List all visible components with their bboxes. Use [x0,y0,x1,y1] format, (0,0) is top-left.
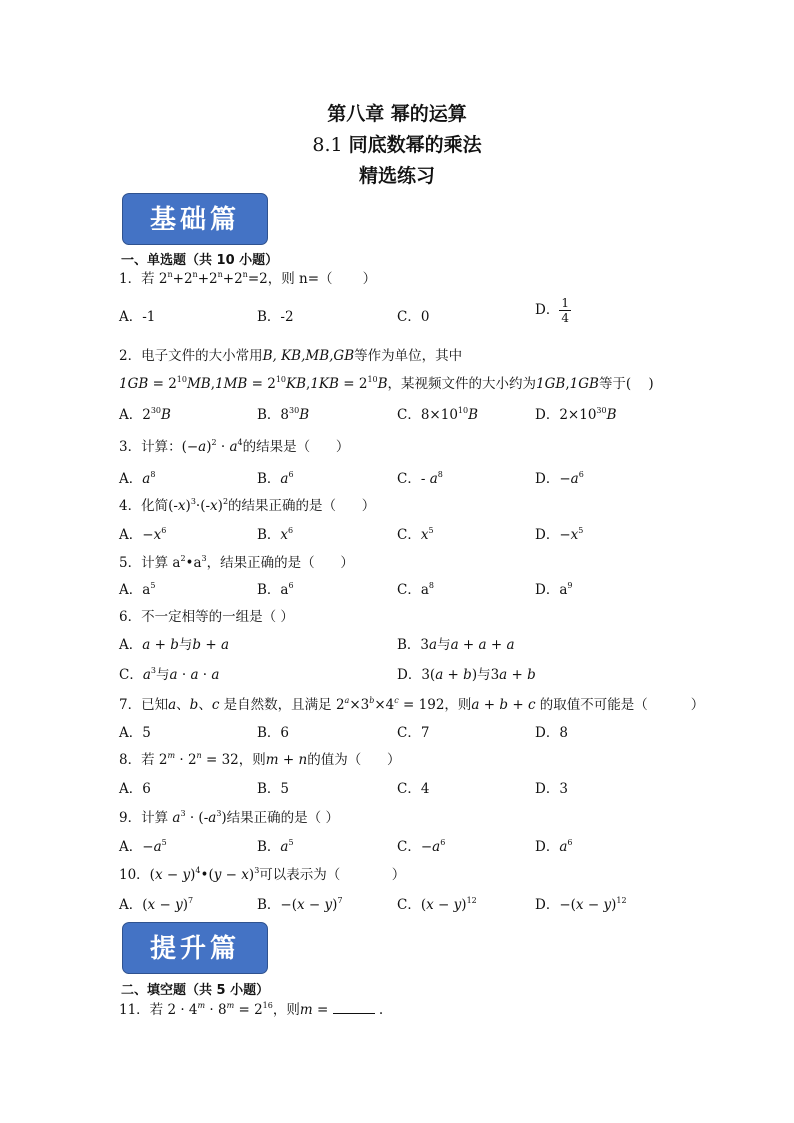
question-1: 1．若 $2^n+2^n+2^n+2^n=2$，则 n=（ ） [119,270,377,287]
q6-option-d: D．3(a + b)与3a + b [397,667,536,683]
question-10: 10．$(x - y)^4•(y - x)^3$可以表示为（ ） [119,866,406,883]
q3-option-d: D．$-a^6$ [535,470,584,487]
q10-option-d: D．$-(x - y)^{12}$ [535,896,627,913]
q1-option-c: C．0 [397,309,430,325]
q8-option-d: D．3 [535,781,568,797]
q2-option-b: B．$8^{30}B$ [257,406,310,423]
q8-option-b: B．5 [257,781,290,797]
q2-option-d: D．$2\times 10^{30}B$ [535,406,617,423]
q4-option-c: C．$x^5$ [397,526,434,543]
q3-option-a: A．$a^8$ [119,470,156,487]
q5-option-d: D．$a^9$ [535,581,573,598]
question-7: 7．已知a、b、c 是自然数，且满足 $2^a\times 3^b\times 4^c = 192$，则a + b + c 的取值不可能是（ ） [119,696,705,713]
q2-option-a: A．$2^{30}B$ [119,406,171,423]
question-2-line2: $1GB = 2^{10}MB,1MB = 2^{10}KB,1KB = 2^{10}B$，某视频文件的大小约为1GB,1GB等于( ) [119,375,654,392]
section-title: 8.1 同底数幂的乘法 [312,134,482,156]
fill-blank-heading: 二、填空题（共 5 小题） [121,983,270,998]
q5-option-a: A．$a^5$ [119,581,156,598]
question-3: 3．计算：$(-a)^2 \cdot a^4$的结果是（ ） [119,438,350,455]
q4-option-a: A．$-x^6$ [119,526,167,543]
question-5: 5．计算 $a^2•a^3$，结果正确的是（ ） [119,554,354,571]
q5-option-b: B．$a^6$ [257,581,294,598]
question-9: 9．计算 $a^3 \cdot (-a^3)$结果正确的是（ ） [119,809,339,826]
question-4: 4．化简$(-x)^3\cdot(-x)^2$的结果正确的是（ ） [119,497,376,514]
basic-level-badge: 基础篇 [122,193,268,245]
question-2-line1: 2．电子文件的大小常用B, KB,MB,GB等作为单位，其中 [119,348,463,364]
q10-option-a: A．$(x - y)^7$ [119,896,194,913]
q2-option-c: C．$8\times 10^{10}B$ [397,406,479,423]
q1-option-d: D． $\frac{1}{4}$ [535,296,569,325]
q7-option-b: B．6 [257,725,290,741]
q4-option-b: B．$x^6$ [257,526,294,543]
q1-option-b: B．-2 [257,309,294,325]
q9-option-d: D．$a^6$ [535,838,573,855]
q9-option-a: A．$-a^5$ [119,838,167,855]
chapter-title: 第八章 幂的运算 [327,103,467,125]
q9-option-c: C．$-a^6$ [397,838,446,855]
question-11: 11．若 $2 \cdot 4^m \cdot 8^m = 2^{16}$，则m = . [119,1001,384,1018]
q1-option-a: A．-1 [119,309,156,325]
q7-option-c: C．7 [397,725,430,741]
exercise-subtitle: 精选练习 [358,165,435,187]
q9-option-b: B．$a^5$ [257,838,294,855]
question-8: 8．若 $2^m \cdot 2^n = 32$，则m + n的值为（ ） [119,751,401,768]
q7-option-a: A．5 [119,725,151,741]
q3-option-b: B．$a^6$ [257,470,294,487]
q10-option-c: C．$(x - y)^{12}$ [397,896,477,913]
q3-option-c: C．- $a^8$ [397,470,443,487]
answer-blank[interactable] [333,1003,375,1014]
q8-option-a: A．6 [119,781,151,797]
q4-option-d: D．$-x^5$ [535,526,584,543]
question-6: 6．不一定相等的一组是（ ） [119,609,294,625]
single-choice-heading: 一、单选题（共 10 小题） [121,253,279,268]
q6-option-a: A．a + b与b + a [119,637,229,653]
q6-option-c: C．$a^3$与a · a · a [119,666,220,683]
q10-option-b: B．$-(x - y)^7$ [257,896,343,913]
q6-option-b: B．3a与a + a + a [397,637,515,653]
q8-option-c: C．4 [397,781,430,797]
advanced-level-badge: 提升篇 [122,922,268,974]
q7-option-d: D．8 [535,725,568,741]
q5-option-c: C．$a^8$ [397,581,434,598]
